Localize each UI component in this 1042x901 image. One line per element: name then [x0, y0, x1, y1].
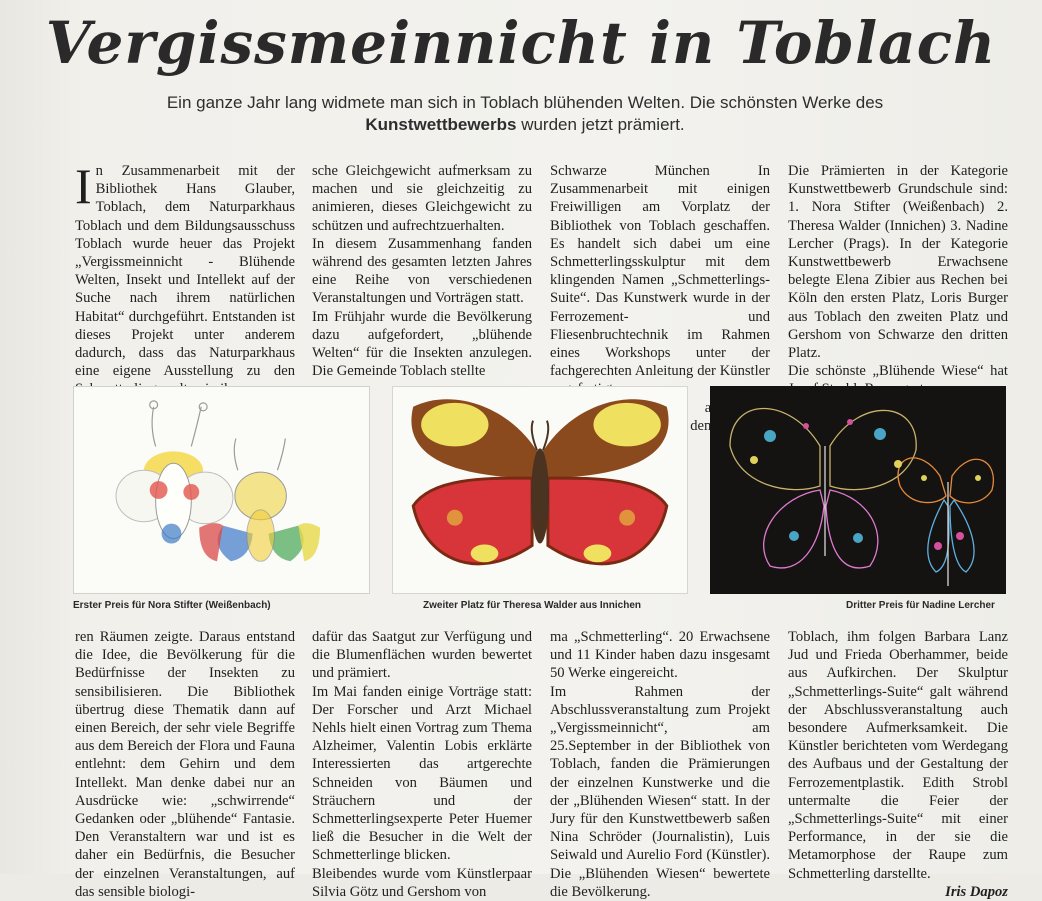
- paragraph: In diesem Zusammenhang fanden während des gesamten letzten Jahres eine Reihe von verschiedenen Veranstaltungen und Vorträgen statt.: [312, 235, 532, 307]
- paragraph: Im Rahmen der Abschlussveranstaltung zum Projekt „Vergissmeinnicht“, am 25.September in der Bibliothek von Toblach, fanden die Prämierungen der einzelnen Kunstwerke und die der „Blühenden Wiesen“ statt. In der Jury für den Kunstwettbewerb saßen Nina Schröder (Journalistin), Luis Seiwald und Aurelio Ford (Künstler). Die „Blühenden Wiesen“ bewertete die Bevölkerung.: [550, 683, 770, 900]
- column-4-top: [788, 162, 1008, 380]
- article-subline: [160, 92, 890, 136]
- paragraph: Schwarze München In Zusammenarbeit mit einigen Freiwilligen am Vorplatz der Bibliothek von Toblach geschaffen. Es handelt sich dabei um eine Schmetterlingsskulptur mit dem klingenden Namen „Schmetterlings-Suite“. Das Kunstwerk wurde in der Ferrozement- und Fliesenbruchtechnik im Rahmen eines Workshops unter der fachgerechten Anleitung der Künstler: [550, 163, 770, 380]
- paragraph: Im Frühjahr wurde die Bevölkerung dazu aufgefordert, „blühende Welten“ für die Insekten anzulegen. Die Gemeinde Toblach stellte: [312, 308, 532, 380]
- paragraph: Die Prämierten in der Kategorie Kunstwettbewerb Grundschule sind: 1. Nora Stifter (Weißenbach) 2. Theresa Walder (Innichen) 3. Nadine Lercher (Prags). In der Kategorie Kunstwettbewerb Erwachsene belegte Elena Zibier aus Rechen bei Köln den ersten Platz, Loris Burger aus Toblach den zweiten Platz und Gershom von Schwarze den dritten Platz.: [788, 163, 1008, 362]
- paragraph: Die schönste „Blühende Wiese“ hat: [788, 363, 1008, 380]
- child-drawing-butterflies-image: [74, 387, 369, 593]
- photo-caption-3: Dritter Preis für Nadine Lercher: [846, 600, 995, 611]
- subline-text-end: wurden jetzt prämiert.: [516, 115, 685, 134]
- photo-second-prize: [392, 386, 688, 594]
- photo-caption-1: Erster Preis für Nora Stifter (Weißenbach): [73, 600, 271, 611]
- paragraph: [75, 158, 295, 399]
- paragraph: ren Räumen zeigte. Daraus entstand die Idee, die Bevölkerung für die Bedürfnisse der Insekten zu sensibilisieren. Die Bibliothek übertrug diese Thematik dann auf einen Bereich, der sehr viele Begriffe aus dem Bereich der Flora und Fauna entlehnt: dem Gehirn und dem Intellekt. Man denke dabei nur an Ausdrücke wie: „schwirrende“ Gedanken oder „blühende“ Fantasie. Den Veranstaltern war und ist es daher ein Bedürfnis, die Besucher der einzelnen Veranstaltungen, auf das sensible biologi-: [75, 629, 295, 900]
- paragraph: sche Gleichgewicht aufmerksam zu machen und sie gleichzeitig zu animieren, dieses Gleichgewicht zu schützen und aufrechtzuerhalten.: [312, 163, 532, 234]
- paragraph: Bleibendes wurde vom Künstlerpaar Silvia Götz und Gershom von: [312, 865, 532, 900]
- photo-third-prize: [710, 386, 1006, 594]
- column-1-top: [75, 158, 295, 380]
- photo-first-prize: [73, 386, 370, 594]
- column-2-bottom: [312, 628, 532, 900]
- column-1-bottom: [75, 628, 295, 900]
- column-3-bottom: [550, 628, 770, 900]
- subline-bold-word: Kunstwettbewerbs: [365, 115, 517, 134]
- scratch-art-butterflies-image: [710, 386, 1006, 594]
- author-byline: Iris Dapoz: [945, 883, 1008, 900]
- drop-cap: I: [75, 158, 92, 214]
- article-headline: Vergissmeinnicht in Toblach: [45, 9, 997, 77]
- paragraph: dem: [690, 417, 716, 434]
- subline-text-start: Ein ganze Jahr lang widmete man sich in Toblach blühenden Welten. Die schönsten Werke des: [166, 93, 884, 112]
- photo-caption-2: Zweiter Platz für Theresa Walder aus Innichen: [423, 600, 642, 611]
- paragraph: dafür das Saatgut zur Verfügung und die Blumenflächen wurden bewertet und prämiert.: [312, 629, 532, 682]
- paragraph: ma „Schmetterling“. 20 Erwachsene und 11 Kinder haben dazu insgesamt 50 Werke eingereicht.: [550, 629, 770, 682]
- paragraph-text: n Zusammenarbeit mit der Bibliothek Hans Glauber, Toblach, dem Naturparkhaus Toblach und dem Bildungsausschuss Toblach wurde heuer das Projekt „Vergissmeinnicht - Blühende Welten, Insekt und Intellekt auf der Suche nach ihrem natürlichen Habitat“ durchgeführt. Entstanden ist dieses Projekt unter anderem dadurch, dass das Naturparkhaus eine eigene Ausstellung zu den: [75, 163, 295, 380]
- column-2-top: [312, 162, 532, 380]
- child-painting-red-butterfly-image: [393, 387, 687, 593]
- paragraph: Toblach, ihm folgen Barbara Lanz Jud und Frieda Oberhammer, beide aus Aufkirchen. Der Skulptur „Schmetterlings-Suite“ galt während der Abschlussveranstaltung auch besondere Aufmerksamkeit. Die Künstler berichteten vom Werdegang des Aufbaus und der Gestaltung der Ferrozementplastik. Edith Strobl untermalte die Feier der „Schmetterlings-Suite“ mit einer Performance, in der sie die Metamorphose der Raupe zum Schmetterling darstellte.: [788, 629, 1008, 882]
- column-3-top: [550, 162, 770, 434]
- paragraph: Im Mai fanden einige Vorträge statt: Der Forscher und Arzt Michael Nehls hielt einen Vortrag zum Thema Alzheimer, Valentin Lobis erklärte Interessierten das artgerechte Schneiden von Bäumen und Sträuchern und der Schmetterlingsexperte Peter Huemer ließ die Besucher in die Welt der Schmetterlinge blicken.: [312, 683, 532, 864]
- column-4-bottom: [788, 628, 1008, 900]
